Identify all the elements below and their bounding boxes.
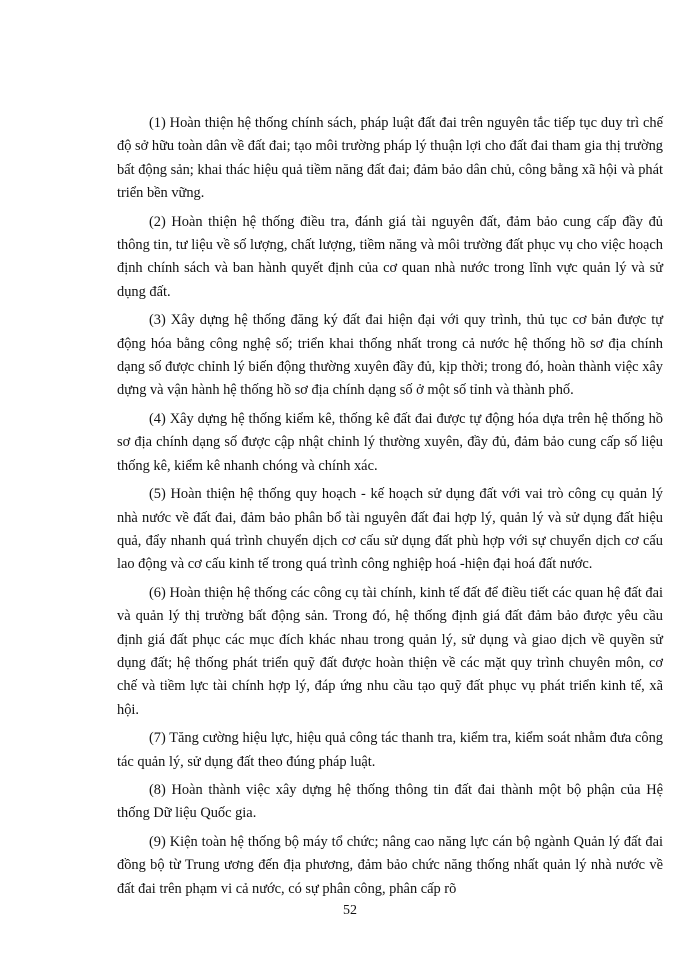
paragraph-9: (9) Kiện toàn hệ thống bộ máy tổ chức; nâng cao năng lực cán bộ ngành Quản lý đất đai đồng bộ từ Trung ương đến địa phương, đảm bảo chức năng thống nhất quản lý nhà nước về đất đai trên phạm vi cả nước, có sự phân công, phân cấp rõ	[117, 833, 663, 897]
paragraph-7: (7) Tăng cường hiệu lực, hiệu quả công tác thanh tra, kiểm tra, kiểm soát nhằm đưa công tác quản lý, sử dụng đất theo đúng pháp luật.	[117, 730, 663, 770]
page-body	[117, 112, 663, 906]
paragraph-6: (6) Hoàn thiện hệ thống các công cụ tài chính, kinh tế đất để điều tiết các quan hệ đất đai và quản lý thị trường bất động sản. Trong đó, hệ thống định giá đất đảm bảo được yêu cầu định giá đất phục các mục đích khác nhau trong quản lý, sử dụng và giao dịch về quyền sử dụng đất; hệ thống phát triển quỹ đất được hoàn thiện về các mặt quy trình chuyên môn, cơ chế và tiềm lực tài chính hợp lý, đáp ứng nhu cầu tạo quỹ đất phục vụ phát triển kinh tế, xã hội.	[117, 584, 663, 718]
paragraph-4: (4) Xây dựng hệ thống kiểm kê, thống kê đất đai được tự động hóa dựa trên hệ thống hồ sơ địa chính dạng số được cập nhật chỉnh lý thường xuyên, đầy đủ, đảm bảo cung cấp số liệu thống kê, kiểm kê nhanh chóng và chính xác.	[117, 410, 663, 474]
page-number: 52	[343, 903, 357, 918]
paragraph-5: (5) Hoàn thiện hệ thống quy hoạch - kế hoạch sử dụng đất với vai trò công cụ quản lý nhà nước về đất đai, đảm bảo phân bổ tài nguyên đất đai hợp lý, quản lý và sử dụng đất hiệu quả, đẩy nhanh quá trình chuyển dịch cơ cấu sử dụng đất phù hợp với sự chuyển dịch cơ cấu lao động và cơ cấu kinh tế trong quá trình công nghiệp hoá -hiện đại hoá đất nước.	[117, 486, 663, 573]
paragraph-1: (1) Hoàn thiện hệ thống chính sách, pháp luật đất đai trên nguyên tắc tiếp tục duy trì chế độ sở hữu toàn dân về đất đai; tạo môi trường pháp lý thuận lợi cho đất đai tham gia thị trường bất động sản; khai thác hiệu quả tiềm năng đất đai; đảm bảo dân chủ, công bằng xã hội và phát triển bền vững.	[117, 115, 663, 202]
paragraph-3: (3) Xây dựng hệ thống đăng ký đất đai hiện đại với quy trình, thủ tục cơ bản được tự động hóa bằng công nghệ số; triển khai thống nhất trong cả nước hệ thống hồ sơ địa chính dạng số được chỉnh lý biến động thường xuyên đầy đủ, kịp thời; trong đó, hoàn thành việc xây dựng và vận hành hệ thống hồ sơ địa chính dạng số ở một số tỉnh và thành phố.	[117, 312, 663, 399]
paragraph-8: (8) Hoàn thành việc xây dựng hệ thống thông tin đất đai thành một bộ phận của Hệ thống Dữ liệu Quốc gia.	[117, 781, 663, 822]
paragraph-2: (2) Hoàn thiện hệ thống điều tra, đánh giá tài nguyên đất, đảm bảo cung cấp đầy đủ thông tin, tư liệu về số lượng, chất lượng, tiềm năng và môi trường đất phục vụ cho việc hoạch định chính sách và ban hành quyết định của cơ quan nhà nước trong lĩnh vực quản lý và sử dụng đất.	[117, 213, 663, 300]
